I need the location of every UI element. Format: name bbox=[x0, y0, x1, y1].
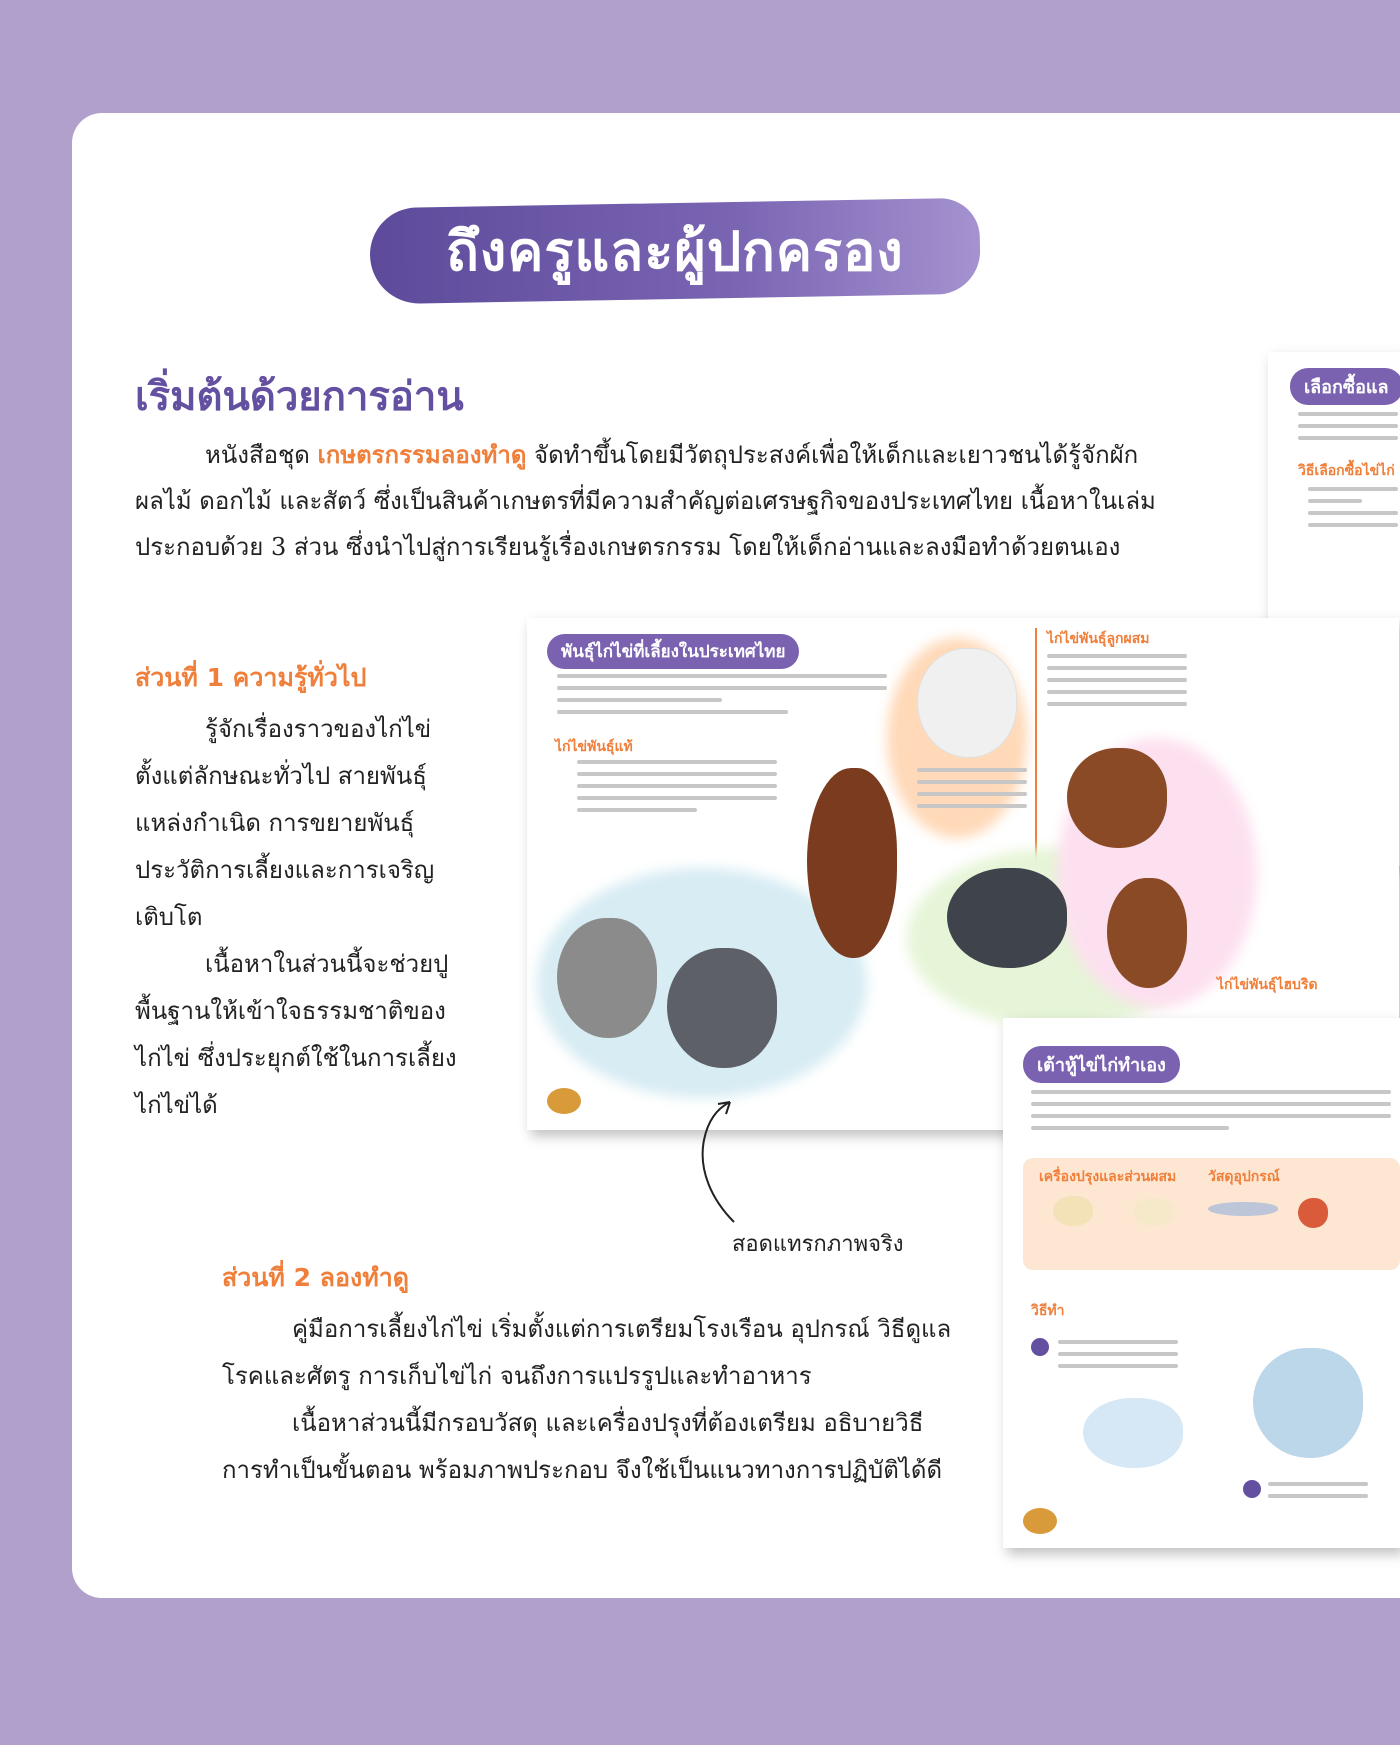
white-chicken-photo bbox=[917, 648, 1017, 758]
step-1-marker bbox=[1031, 1338, 1049, 1356]
sample-page-egg-tofu-recipe bbox=[1003, 1018, 1400, 1548]
hybrid-hen-photo bbox=[1107, 878, 1187, 988]
annotation-arrow bbox=[690, 1080, 750, 1230]
page1-title: พันธุ์ไก่ไข่ที่เลี้ยงในประเทศไทย bbox=[547, 634, 799, 669]
intro-line1-suffix: จัดทำขึ้นโดยมีวัตถุประสงค์เพื่อให้เด็กและเยาวชนได้รู้จักผัก bbox=[526, 441, 1139, 469]
page1-subheading-crossbred: ไก่ไข่พันธุ์ลูกผสม bbox=[1047, 631, 1150, 647]
funnel-illustration bbox=[1298, 1198, 1328, 1228]
page3-title: เต้าหู้ไข่ไก่ทำเอง bbox=[1023, 1046, 1180, 1083]
real-photo-caption: สอดแทรกภาพจริง bbox=[732, 1232, 904, 1257]
hen-logo-icon bbox=[547, 1088, 581, 1114]
part2-heading: ส่วนที่ 2 ลองทำดู bbox=[222, 1263, 409, 1292]
intro-line3: ประกอบด้วย 3 ส่วน ซึ่งนำไปสู่การเรียนรู้เรื่องเกษตรกรรม โดยให้เด็กอ่านและลงมือทำด้วยตนเอง bbox=[135, 533, 1121, 561]
page2-title: เลือกซื้อแล bbox=[1290, 368, 1400, 405]
part1-heading: ส่วนที่ 1 ความรู้ทั่วไป bbox=[135, 663, 367, 692]
crossbred-hen-photo bbox=[1067, 748, 1167, 848]
part1-paragraph-1: รู้จักเรื่องราวของไก่ไข่ตั้งแต่ลักษณะทั่วไป สายพันธุ์ แหล่งกำเนิด การขยายพันธุ์ ประวัติการเลี้ยงและการเจริญเติบโต bbox=[135, 715, 435, 931]
intro-line1-prefix: หนังสือชุด bbox=[205, 441, 318, 469]
part2-paragraph-2: เนื้อหาส่วนนี้มีกรอบวัสดุ และเครื่องปรุงที่ต้องเตรียม อธิบายวิธีการทำเป็นขั้นตอน พร้อมภาพประกอบ จึงใช้เป็นแนวทางการปฏิบัติได้ดี bbox=[222, 1409, 943, 1484]
page1-subheading-hybrid: ไก่ไข่พันธุ์ไฮบริด bbox=[1217, 977, 1318, 993]
tube-illustration bbox=[1208, 1202, 1278, 1216]
intro-line2: ผลไม้ ดอกไม้ และสัตว์ ซึ่งเป็นสินค้าเกษตรที่มีความสำคัญต่อเศรษฐกิจของประเทศไทย เนื้อหาในเล่ม bbox=[135, 487, 1156, 515]
intro-heading: เริ่มต้นด้วยการอ่าน bbox=[135, 374, 464, 420]
barred-hen-photo bbox=[947, 868, 1067, 968]
bowl-illustration bbox=[1133, 1198, 1173, 1226]
part2-paragraph-1: คู่มือการเลี้ยงไก่ไข่ เริ่มตั้งแต่การเตรียมโรงเรือน อุปกรณ์ วิธีดูแลโรคและศัตรู การเก็บไข่ไก่ จนถึงการแปรรูปและทำอาหาร bbox=[222, 1315, 952, 1390]
page3-subheading-equipment: วัสดุอุปกรณ์ bbox=[1208, 1169, 1280, 1185]
page-title: ถึงครูและผู้ปกครอง bbox=[446, 220, 904, 283]
page2-subheading: วิธีเลือกซื้อไข่ไก่ bbox=[1298, 463, 1395, 479]
page1-subheading-purebred: ไก่ไข่พันธุ์แท้ bbox=[555, 739, 633, 755]
gray-hen-photo bbox=[557, 918, 657, 1038]
page3-subheading-steps: วิธีทำ bbox=[1031, 1303, 1065, 1319]
part1-text bbox=[135, 706, 470, 1129]
barred-rooster-photo bbox=[667, 948, 777, 1068]
part2-text bbox=[222, 1306, 957, 1494]
page3-subheading-ingredients: เครื่องปรุงและส่วนผสม bbox=[1039, 1169, 1177, 1185]
pouring-illustration bbox=[1083, 1398, 1183, 1468]
hen-logo-icon bbox=[1023, 1508, 1057, 1534]
brown-hen-photo bbox=[807, 768, 897, 958]
eggs-illustration bbox=[1053, 1196, 1093, 1226]
series-name: เกษตรกรรมลองทำดู bbox=[317, 441, 527, 469]
step-2-marker bbox=[1243, 1480, 1261, 1498]
pot-illustration bbox=[1253, 1348, 1363, 1458]
intro-paragraph bbox=[135, 432, 1215, 570]
part1-paragraph-2: เนื้อหาในส่วนนี้จะช่วยปูพื้นฐานให้เข้าใจธรรมชาติของไก่ไข่ ซึ่งประยุกต์ใช้ในการเลี้ยงไก่ไข่ได้ bbox=[135, 950, 457, 1119]
